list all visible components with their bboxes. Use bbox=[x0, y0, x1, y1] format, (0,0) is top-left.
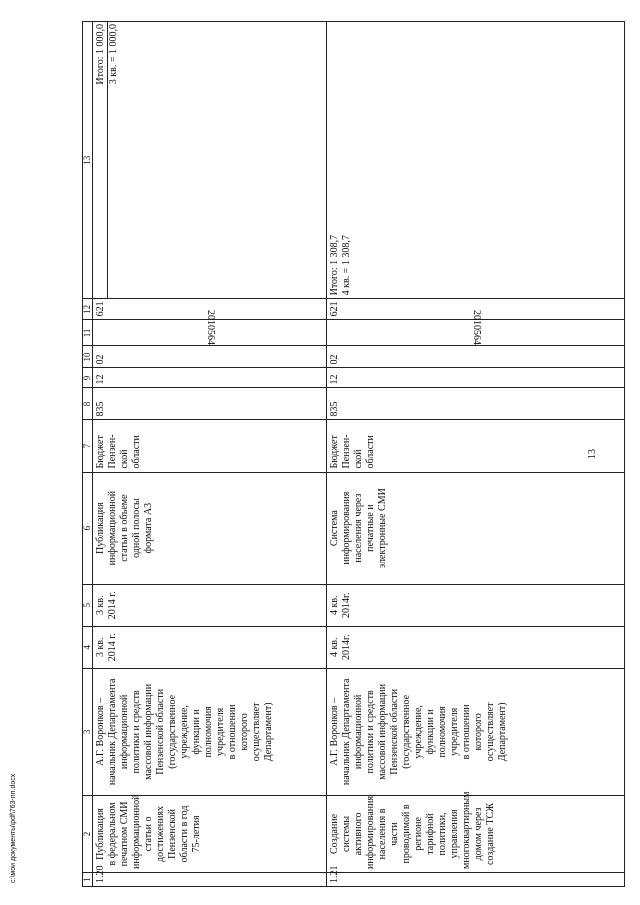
measure-name: Публикация в федеральном печатном СМИ информационной статьи о достижениях Пензенской области в год 75-летия bbox=[93, 795, 327, 872]
column-number: 12 bbox=[83, 299, 93, 320]
expected-result: Система информирования населения через печатные и электронные СМИ bbox=[327, 472, 625, 584]
budget-code-2010564: 2010564 bbox=[204, 310, 216, 346]
plan-table bbox=[82, 21, 625, 887]
budget-code-02: 02 bbox=[327, 346, 625, 368]
column-number: 9 bbox=[83, 368, 93, 388]
column-number: 1 bbox=[83, 872, 93, 886]
column-number: 8 bbox=[83, 388, 93, 420]
budget-code-12: 12 bbox=[93, 368, 327, 388]
expected-result: Публикация информационной статьи в объеме одной полосы формата А3 bbox=[93, 472, 327, 584]
column-number: 2 bbox=[83, 795, 93, 872]
row-number: 1.20 bbox=[93, 872, 327, 886]
funding-amount-table bbox=[95, 22, 120, 298]
start-date: 3 кв. 2014 г. bbox=[93, 626, 327, 668]
budget-code-621: 621 bbox=[327, 299, 625, 320]
budget-code-cell bbox=[327, 310, 625, 346]
funding-amount bbox=[93, 22, 327, 299]
funding-quarter: 4 кв. = 1 308,7 bbox=[341, 235, 352, 296]
responsible-executor: А.Г. Воронков – начальник Департамента информационной политики и средств массовой информации Пензенской области (государственное учреждение, функции и полномочия учредителя в отношении которого осуществляет Департамент) bbox=[93, 668, 327, 795]
funding-source: Бюджет Пензен- ской области bbox=[93, 420, 327, 472]
column-number-row bbox=[83, 22, 93, 887]
column-number: 13 bbox=[83, 22, 93, 299]
end-date: 4 кв. 2014г. bbox=[327, 584, 625, 626]
measure-name: Создание системы активного информирования населения в части проводимой в регионе тарифной политики, управления многоквартирным домом через создание ТСЖ bbox=[327, 795, 625, 872]
column-number: 5 bbox=[83, 584, 93, 626]
budget-code-835: 835 bbox=[93, 388, 327, 420]
column-number: 3 bbox=[83, 668, 93, 795]
column-number: 7 bbox=[83, 420, 93, 472]
funding-amount bbox=[327, 22, 625, 299]
funding-total: Итого: 1 308,7 bbox=[329, 234, 340, 296]
file-path-footer: c:\мои документы\pdf\763-пп.docx bbox=[10, 773, 17, 883]
budget-code-835: 835 bbox=[327, 388, 625, 420]
row-number: 1.21 bbox=[327, 872, 625, 886]
budget-code-12: 12 bbox=[327, 368, 625, 388]
column-number: 6 bbox=[83, 472, 93, 584]
funding-source: Бюджет Пензен- ской области bbox=[327, 420, 625, 472]
budget-code-2010564: 2010564 bbox=[470, 310, 482, 346]
end-date: 3 кв. 2014 г. bbox=[93, 584, 327, 626]
table-row bbox=[93, 22, 327, 887]
page-number: 13 bbox=[587, 449, 598, 459]
column-number: 10 bbox=[83, 346, 93, 368]
responsible-executor: А.Г. Воронков – начальник Департамента информационной политики и средств массовой информации Пензенской области (государственное учреждение, функции и полномочия учредителя в отношении которого осуществляет Департамент) bbox=[327, 668, 625, 795]
funding-total: Итого: 1 000,0 bbox=[95, 22, 108, 298]
budget-code-02: 02 bbox=[93, 346, 327, 368]
budget-code-cell bbox=[93, 310, 327, 346]
funding-quarter: 3 кв. = 1 000,0 bbox=[108, 24, 119, 85]
start-date: 4 кв. 2014г. bbox=[327, 626, 625, 668]
budget-code-621: 621 bbox=[93, 299, 327, 320]
column-number: 4 bbox=[83, 626, 93, 668]
column-number: 11 bbox=[83, 320, 93, 346]
table-row bbox=[327, 22, 625, 887]
